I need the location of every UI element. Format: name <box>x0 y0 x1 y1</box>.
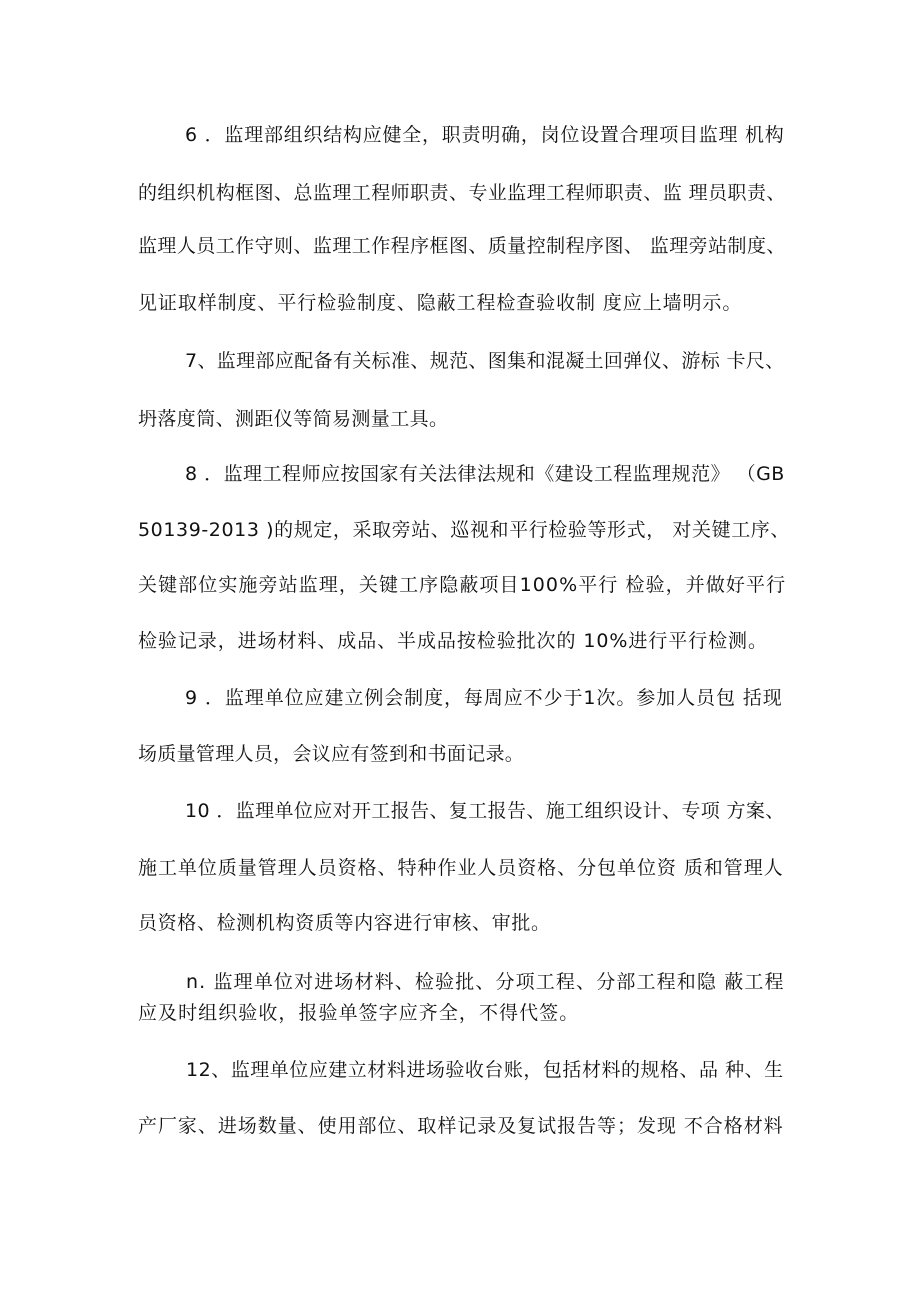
text-line: 的组织机构框图、总监理工程师职责、专业监理工程师职责、监 理员职责、 <box>138 182 786 204</box>
text-line: 应及时组织验收，报验单签字应齐全，不得代签。 <box>138 1002 580 1024</box>
text-line: 检验记录，进场材料、成品、半成品按检验批次的 10%进行平行检测。 <box>138 630 768 652</box>
text-line: 9 ．监理单位应建立例会制度，每周应不少于1次。参加人员包 括现 <box>185 687 783 709</box>
text-line: 监理人员工作守则、监理工作程序框图、质量控制程序图、 监理旁站制度、 <box>138 235 786 257</box>
text-line: 坍落度筒、测距仪等简易测量工具。 <box>138 408 449 430</box>
text-line: 见证取样制度、平行检验制度、隐蔽工程检查验收制 度应上墙明示。 <box>138 292 743 314</box>
text-line: 员资格、检测机构资质等内容进行审核、审批。 <box>138 912 551 934</box>
text-line: 产厂家、进场数量、使用部位、取样记录及复试报告等；发现 不合格材料 <box>138 1115 784 1137</box>
text-line: 场质量管理人员，会议应有签到和书面记录。 <box>138 743 525 765</box>
text-line: 12、监理单位应建立材料进场验收台账，包括材料的规格、品 种、生 <box>186 1059 784 1081</box>
text-line: 50139-2013 )的规定，采取旁站、巡视和平行检验等形式， 对关键工序、 <box>138 519 790 541</box>
text-line: 6 ．监理部组织结构应健全，职责明确，岗位设置合理项目监理 机构 <box>185 124 785 146</box>
text-line: 关键部位实施旁站监理，关键工序隐蔽项目100%平行 检验，并做好平行 <box>138 574 787 596</box>
text-line: 10 ．监理单位应对开工报告、复工报告、施工组织设计、专项 方案、 <box>185 800 785 822</box>
text-line: n. 监理单位对进场材料、检验批、分项工程、分部工程和隐 蔽工程 <box>186 971 785 993</box>
text-line: 7、监理部应配备有关标准、规范、图集和混凝土回弹仪、游标 卡尺、 <box>185 350 785 372</box>
text-line: 施工单位质量管理人员资格、特种作业人员资格、分包单位资 质和管理人 <box>138 857 784 879</box>
text-line: 8 ．监理工程师应按国家有关法律法规和《建设工程监理规范》 （GB <box>185 463 785 485</box>
